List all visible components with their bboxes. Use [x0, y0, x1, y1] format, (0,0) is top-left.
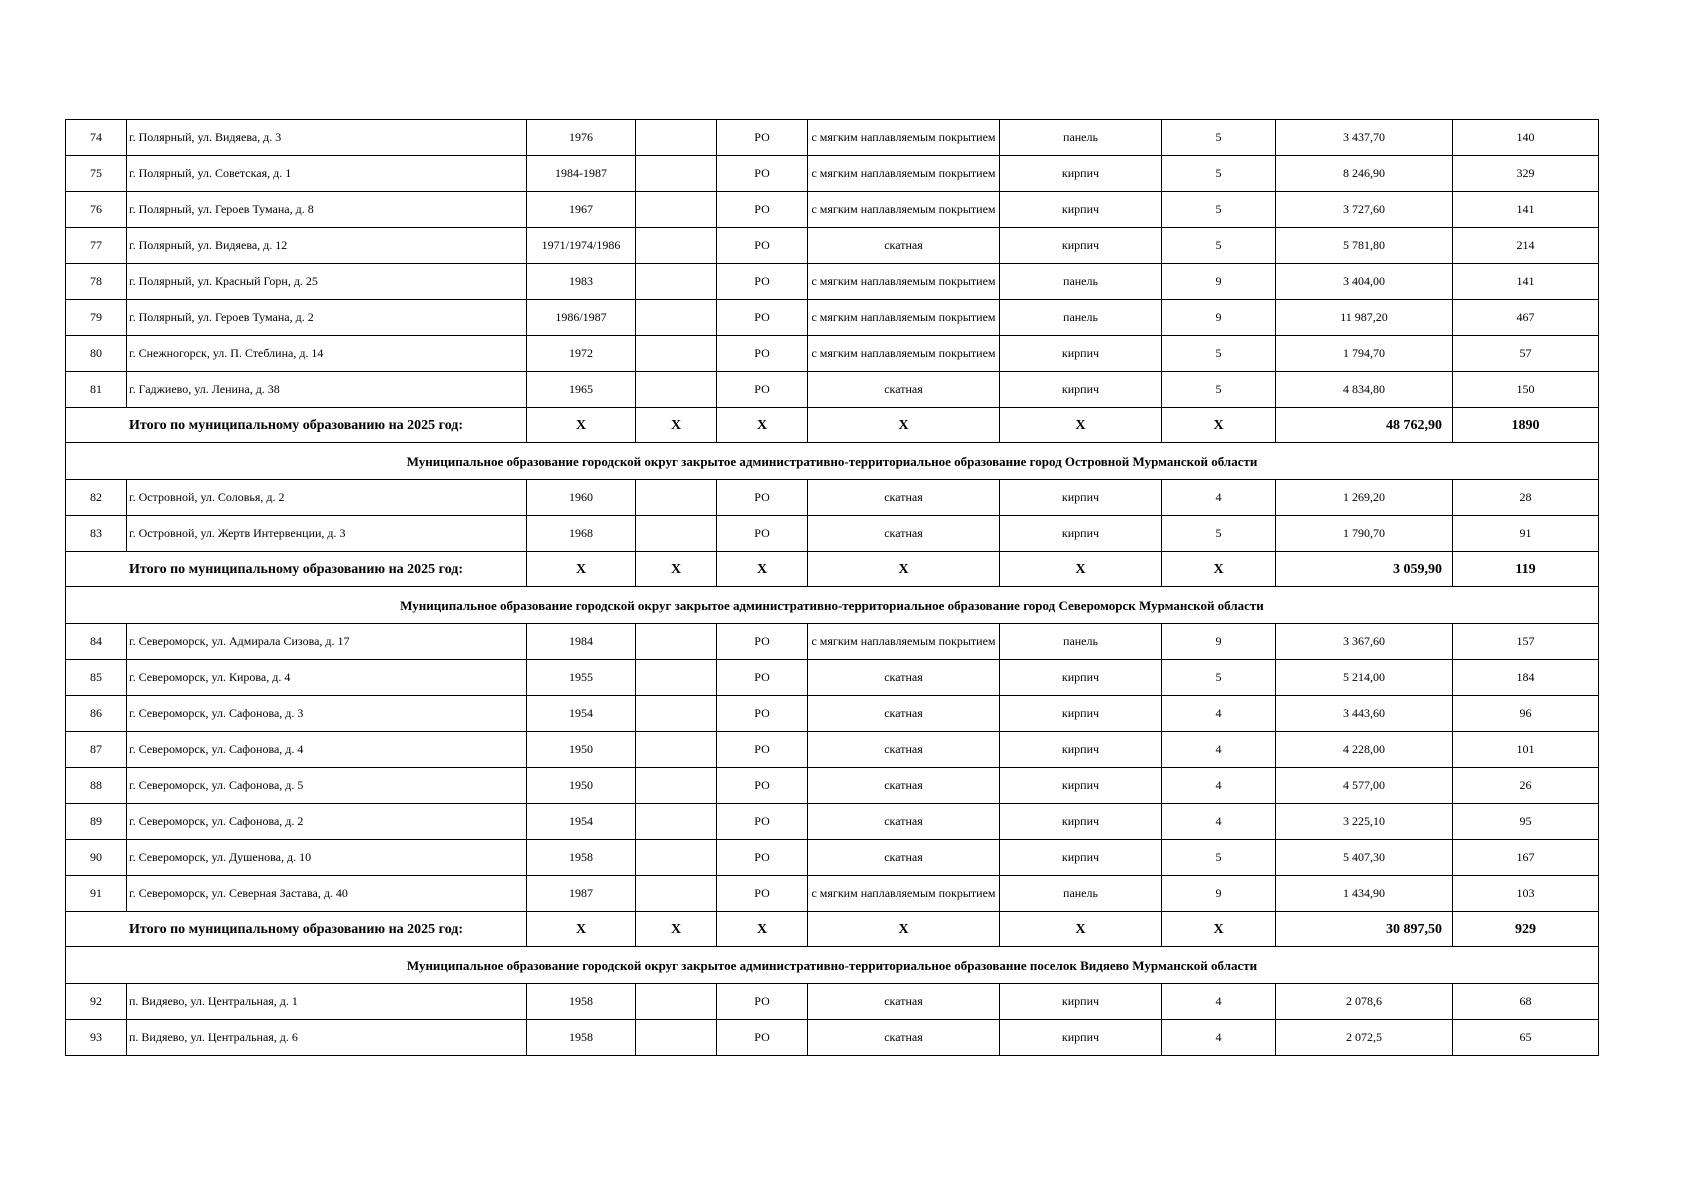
blank-cell: [636, 732, 717, 768]
subtotal-x-cell: X: [636, 408, 717, 443]
subtotal-x-cell: X: [717, 552, 808, 587]
roof-type-cell: скатная: [808, 516, 1000, 552]
roof-type-cell: с мягким наплавляемым покрытием: [808, 624, 1000, 660]
build-year-cell: 1984: [527, 624, 636, 660]
ro-code-cell: РО: [717, 228, 808, 264]
total-area-cell: 5 214,00: [1276, 660, 1453, 696]
wall-material-cell: кирпич: [1000, 696, 1162, 732]
subtotal-label: Итого по муниципальному образованию на 2025 год:: [127, 408, 527, 443]
subtotal-x-cell: X: [717, 912, 808, 947]
roof-type-cell: с мягким наплавляемым покрытием: [808, 336, 1000, 372]
table-row: [66, 1020, 1599, 1056]
subtotal-x-cell: X: [1000, 912, 1162, 947]
row-number-cell: 81: [66, 372, 127, 408]
subtotal-area-cell: 48 762,90: [1276, 408, 1453, 443]
row-number-cell: 86: [66, 696, 127, 732]
floors-cell: 4: [1162, 984, 1276, 1020]
ro-code-cell: РО: [717, 336, 808, 372]
total-area-cell: 5 781,80: [1276, 228, 1453, 264]
blank-cell: [636, 804, 717, 840]
address-cell: г. Полярный, ул. Героев Тумана, д. 8: [127, 192, 527, 228]
floors-cell: 4: [1162, 732, 1276, 768]
blank-cell: [636, 192, 717, 228]
section-title: Муниципальное образование городской округ закрытое административно-территориальное образование поселок Видяево Мурманской области: [66, 947, 1599, 984]
wall-material-cell: кирпич: [1000, 660, 1162, 696]
roof-type-cell: скатная: [808, 840, 1000, 876]
address-cell: г. Полярный, ул. Красный Горн, д. 25: [127, 264, 527, 300]
housing-register-table: [65, 119, 1599, 1056]
blank-cell: [636, 660, 717, 696]
blank-cell: [636, 876, 717, 912]
floors-cell: 5: [1162, 336, 1276, 372]
subtotal-x-cell: X: [808, 912, 1000, 947]
total-area-cell: 5 407,30: [1276, 840, 1453, 876]
ro-code-cell: РО: [717, 696, 808, 732]
residents-cell: 150: [1453, 372, 1599, 408]
residents-cell: 95: [1453, 804, 1599, 840]
row-number-cell: 76: [66, 192, 127, 228]
build-year-cell: 1976: [527, 120, 636, 156]
table-row: [66, 984, 1599, 1020]
ro-code-cell: РО: [717, 840, 808, 876]
table-row: [66, 228, 1599, 264]
subtotal-label: Итого по муниципальному образованию на 2025 год:: [127, 912, 527, 947]
roof-type-cell: скатная: [808, 696, 1000, 732]
residents-cell: 141: [1453, 192, 1599, 228]
subtotal-number-cell: [66, 408, 127, 443]
total-area-cell: 3 727,60: [1276, 192, 1453, 228]
blank-cell: [636, 264, 717, 300]
roof-type-cell: с мягким наплавляемым покрытием: [808, 156, 1000, 192]
total-area-cell: 4 228,00: [1276, 732, 1453, 768]
residents-cell: 467: [1453, 300, 1599, 336]
section-header-row: [66, 443, 1599, 480]
build-year-cell: 1955: [527, 660, 636, 696]
blank-cell: [636, 840, 717, 876]
residents-cell: 157: [1453, 624, 1599, 660]
subtotal-number-cell: [66, 912, 127, 947]
roof-type-cell: скатная: [808, 768, 1000, 804]
address-cell: г. Островной, ул. Жертв Интервенции, д. 3: [127, 516, 527, 552]
wall-material-cell: панель: [1000, 876, 1162, 912]
floors-cell: 5: [1162, 192, 1276, 228]
section-header-row: [66, 587, 1599, 624]
total-area-cell: 1 434,90: [1276, 876, 1453, 912]
ro-code-cell: РО: [717, 120, 808, 156]
section-title: Муниципальное образование городской округ закрытое административно-территориальное образование город Североморск Мурманской области: [66, 587, 1599, 624]
floors-cell: 5: [1162, 372, 1276, 408]
blank-cell: [636, 372, 717, 408]
floors-cell: 4: [1162, 480, 1276, 516]
wall-material-cell: панель: [1000, 120, 1162, 156]
row-number-cell: 92: [66, 984, 127, 1020]
build-year-cell: 1971/1974/1986: [527, 228, 636, 264]
build-year-cell: 1983: [527, 264, 636, 300]
ro-code-cell: РО: [717, 300, 808, 336]
ro-code-cell: РО: [717, 516, 808, 552]
address-cell: г. Североморск, ул. Сафонова, д. 2: [127, 804, 527, 840]
row-number-cell: 82: [66, 480, 127, 516]
floors-cell: 5: [1162, 660, 1276, 696]
section-title: Муниципальное образование городской округ закрытое административно-территориальное образование город Островной Мурманской области: [66, 443, 1599, 480]
wall-material-cell: кирпич: [1000, 516, 1162, 552]
address-cell: г. Снежногорск, ул. П. Стеблина, д. 14: [127, 336, 527, 372]
row-number-cell: 91: [66, 876, 127, 912]
roof-type-cell: с мягким наплавляемым покрытием: [808, 876, 1000, 912]
floors-cell: 4: [1162, 768, 1276, 804]
wall-material-cell: кирпич: [1000, 840, 1162, 876]
address-cell: п. Видяево, ул. Центральная, д. 6: [127, 1020, 527, 1056]
build-year-cell: 1950: [527, 768, 636, 804]
blank-cell: [636, 120, 717, 156]
table-row: [66, 624, 1599, 660]
wall-material-cell: кирпич: [1000, 192, 1162, 228]
total-area-cell: 1 269,20: [1276, 480, 1453, 516]
wall-material-cell: кирпич: [1000, 804, 1162, 840]
total-area-cell: 3 404,00: [1276, 264, 1453, 300]
residents-cell: 101: [1453, 732, 1599, 768]
build-year-cell: 1968: [527, 516, 636, 552]
ro-code-cell: РО: [717, 372, 808, 408]
floors-cell: 5: [1162, 228, 1276, 264]
roof-type-cell: с мягким наплавляемым покрытием: [808, 264, 1000, 300]
blank-cell: [636, 156, 717, 192]
total-area-cell: 3 225,10: [1276, 804, 1453, 840]
subtotal-x-cell: X: [527, 552, 636, 587]
table-row: [66, 840, 1599, 876]
address-cell: г. Североморск, ул. Сафонова, д. 4: [127, 732, 527, 768]
subtotal-label: Итого по муниципальному образованию на 2025 год:: [127, 552, 527, 587]
subtotal-x-cell: X: [1000, 408, 1162, 443]
blank-cell: [636, 1020, 717, 1056]
roof-type-cell: с мягким наплавляемым покрытием: [808, 300, 1000, 336]
address-cell: г. Североморск, ул. Сафонова, д. 5: [127, 768, 527, 804]
roof-type-cell: скатная: [808, 732, 1000, 768]
ro-code-cell: РО: [717, 1020, 808, 1056]
build-year-cell: 1958: [527, 1020, 636, 1056]
build-year-cell: 1986/1987: [527, 300, 636, 336]
row-number-cell: 79: [66, 300, 127, 336]
build-year-cell: 1958: [527, 840, 636, 876]
residents-cell: 65: [1453, 1020, 1599, 1056]
row-number-cell: 75: [66, 156, 127, 192]
subtotal-x-cell: X: [1162, 408, 1276, 443]
wall-material-cell: кирпич: [1000, 768, 1162, 804]
residents-cell: 28: [1453, 480, 1599, 516]
wall-material-cell: панель: [1000, 264, 1162, 300]
build-year-cell: 1954: [527, 804, 636, 840]
build-year-cell: 1954: [527, 696, 636, 732]
subtotal-x-cell: X: [717, 408, 808, 443]
table-body: [66, 120, 1599, 1056]
row-number-cell: 87: [66, 732, 127, 768]
ro-code-cell: РО: [717, 804, 808, 840]
blank-cell: [636, 480, 717, 516]
table-row: [66, 156, 1599, 192]
table-row: [66, 732, 1599, 768]
table-row: [66, 264, 1599, 300]
roof-type-cell: с мягким наплавляемым покрытием: [808, 120, 1000, 156]
total-area-cell: 3 437,70: [1276, 120, 1453, 156]
table-row: [66, 372, 1599, 408]
wall-material-cell: панель: [1000, 300, 1162, 336]
section-header-row: [66, 947, 1599, 984]
build-year-cell: 1958: [527, 984, 636, 1020]
address-cell: г. Гаджиево, ул. Ленина, д. 38: [127, 372, 527, 408]
build-year-cell: 1984-1987: [527, 156, 636, 192]
row-number-cell: 83: [66, 516, 127, 552]
blank-cell: [636, 516, 717, 552]
roof-type-cell: скатная: [808, 660, 1000, 696]
floors-cell: 9: [1162, 300, 1276, 336]
build-year-cell: 1972: [527, 336, 636, 372]
table-row: [66, 696, 1599, 732]
table-row: [66, 300, 1599, 336]
wall-material-cell: кирпич: [1000, 156, 1162, 192]
subtotal-x-cell: X: [808, 408, 1000, 443]
address-cell: г. Североморск, ул. Адмирала Сизова, д. 17: [127, 624, 527, 660]
subtotal-x-cell: X: [1162, 552, 1276, 587]
table-row: [66, 876, 1599, 912]
address-cell: г. Островной, ул. Соловья, д. 2: [127, 480, 527, 516]
row-number-cell: 88: [66, 768, 127, 804]
roof-type-cell: скатная: [808, 984, 1000, 1020]
address-cell: г. Полярный, ул. Видяева, д. 12: [127, 228, 527, 264]
address-cell: п. Видяево, ул. Центральная, д. 1: [127, 984, 527, 1020]
blank-cell: [636, 336, 717, 372]
total-area-cell: 2 078,6: [1276, 984, 1453, 1020]
subtotal-area-cell: 30 897,50: [1276, 912, 1453, 947]
residents-cell: 141: [1453, 264, 1599, 300]
blank-cell: [636, 624, 717, 660]
floors-cell: 9: [1162, 264, 1276, 300]
ro-code-cell: РО: [717, 624, 808, 660]
residents-cell: 68: [1453, 984, 1599, 1020]
roof-type-cell: скатная: [808, 228, 1000, 264]
wall-material-cell: кирпич: [1000, 480, 1162, 516]
subtotal-row: [66, 552, 1599, 587]
total-area-cell: 3 443,60: [1276, 696, 1453, 732]
floors-cell: 9: [1162, 876, 1276, 912]
subtotal-row: [66, 912, 1599, 947]
table-row: [66, 480, 1599, 516]
ro-code-cell: РО: [717, 660, 808, 696]
table-row: [66, 516, 1599, 552]
row-number-cell: 80: [66, 336, 127, 372]
blank-cell: [636, 768, 717, 804]
floors-cell: 5: [1162, 516, 1276, 552]
floors-cell: 4: [1162, 1020, 1276, 1056]
subtotal-x-cell: X: [808, 552, 1000, 587]
build-year-cell: 1987: [527, 876, 636, 912]
residents-cell: 103: [1453, 876, 1599, 912]
address-cell: г. Полярный, ул. Советская, д. 1: [127, 156, 527, 192]
ro-code-cell: РО: [717, 732, 808, 768]
ro-code-cell: РО: [717, 156, 808, 192]
blank-cell: [636, 984, 717, 1020]
residents-cell: 96: [1453, 696, 1599, 732]
floors-cell: 5: [1162, 156, 1276, 192]
subtotal-number-cell: [66, 552, 127, 587]
build-year-cell: 1967: [527, 192, 636, 228]
total-area-cell: 3 367,60: [1276, 624, 1453, 660]
wall-material-cell: кирпич: [1000, 372, 1162, 408]
subtotal-x-cell: X: [636, 912, 717, 947]
roof-type-cell: скатная: [808, 804, 1000, 840]
floors-cell: 9: [1162, 624, 1276, 660]
wall-material-cell: кирпич: [1000, 336, 1162, 372]
row-number-cell: 77: [66, 228, 127, 264]
wall-material-cell: кирпич: [1000, 228, 1162, 264]
build-year-cell: 1960: [527, 480, 636, 516]
wall-material-cell: кирпич: [1000, 1020, 1162, 1056]
ro-code-cell: РО: [717, 480, 808, 516]
wall-material-cell: кирпич: [1000, 984, 1162, 1020]
total-area-cell: 11 987,20: [1276, 300, 1453, 336]
ro-code-cell: РО: [717, 876, 808, 912]
total-area-cell: 4 834,80: [1276, 372, 1453, 408]
blank-cell: [636, 228, 717, 264]
subtotal-x-cell: X: [636, 552, 717, 587]
wall-material-cell: панель: [1000, 624, 1162, 660]
row-number-cell: 78: [66, 264, 127, 300]
row-number-cell: 85: [66, 660, 127, 696]
subtotal-x-cell: X: [1000, 552, 1162, 587]
total-area-cell: 2 072,5: [1276, 1020, 1453, 1056]
roof-type-cell: с мягким наплавляемым покрытием: [808, 192, 1000, 228]
row-number-cell: 84: [66, 624, 127, 660]
total-area-cell: 8 246,90: [1276, 156, 1453, 192]
row-number-cell: 74: [66, 120, 127, 156]
table-row: [66, 804, 1599, 840]
roof-type-cell: скатная: [808, 372, 1000, 408]
residents-cell: 140: [1453, 120, 1599, 156]
total-area-cell: 4 577,00: [1276, 768, 1453, 804]
ro-code-cell: РО: [717, 768, 808, 804]
address-cell: г. Североморск, ул. Северная Застава, д. 40: [127, 876, 527, 912]
table-row: [66, 336, 1599, 372]
ro-code-cell: РО: [717, 192, 808, 228]
build-year-cell: 1965: [527, 372, 636, 408]
subtotal-residents-cell: 1890: [1453, 408, 1599, 443]
floors-cell: 4: [1162, 696, 1276, 732]
residents-cell: 91: [1453, 516, 1599, 552]
ro-code-cell: РО: [717, 264, 808, 300]
address-cell: г. Североморск, ул. Душенова, д. 10: [127, 840, 527, 876]
subtotal-x-cell: X: [1162, 912, 1276, 947]
blank-cell: [636, 300, 717, 336]
address-cell: г. Полярный, ул. Видяева, д. 3: [127, 120, 527, 156]
address-cell: г. Североморск, ул. Кирова, д. 4: [127, 660, 527, 696]
table-row: [66, 768, 1599, 804]
subtotal-area-cell: 3 059,90: [1276, 552, 1453, 587]
address-cell: г. Североморск, ул. Сафонова, д. 3: [127, 696, 527, 732]
residents-cell: 329: [1453, 156, 1599, 192]
table-row: [66, 120, 1599, 156]
roof-type-cell: скатная: [808, 1020, 1000, 1056]
residents-cell: 214: [1453, 228, 1599, 264]
row-number-cell: 89: [66, 804, 127, 840]
subtotal-x-cell: X: [527, 408, 636, 443]
table-row: [66, 660, 1599, 696]
address-cell: г. Полярный, ул. Героев Тумана, д. 2: [127, 300, 527, 336]
blank-cell: [636, 696, 717, 732]
build-year-cell: 1950: [527, 732, 636, 768]
roof-type-cell: скатная: [808, 480, 1000, 516]
row-number-cell: 90: [66, 840, 127, 876]
table-row: [66, 192, 1599, 228]
residents-cell: 167: [1453, 840, 1599, 876]
floors-cell: 4: [1162, 804, 1276, 840]
row-number-cell: 93: [66, 1020, 127, 1056]
residents-cell: 184: [1453, 660, 1599, 696]
total-area-cell: 1 794,70: [1276, 336, 1453, 372]
wall-material-cell: кирпич: [1000, 732, 1162, 768]
subtotal-residents-cell: 119: [1453, 552, 1599, 587]
floors-cell: 5: [1162, 120, 1276, 156]
subtotal-residents-cell: 929: [1453, 912, 1599, 947]
residents-cell: 57: [1453, 336, 1599, 372]
subtotal-row: [66, 408, 1599, 443]
ro-code-cell: РО: [717, 984, 808, 1020]
floors-cell: 5: [1162, 840, 1276, 876]
subtotal-x-cell: X: [527, 912, 636, 947]
total-area-cell: 1 790,70: [1276, 516, 1453, 552]
residents-cell: 26: [1453, 768, 1599, 804]
